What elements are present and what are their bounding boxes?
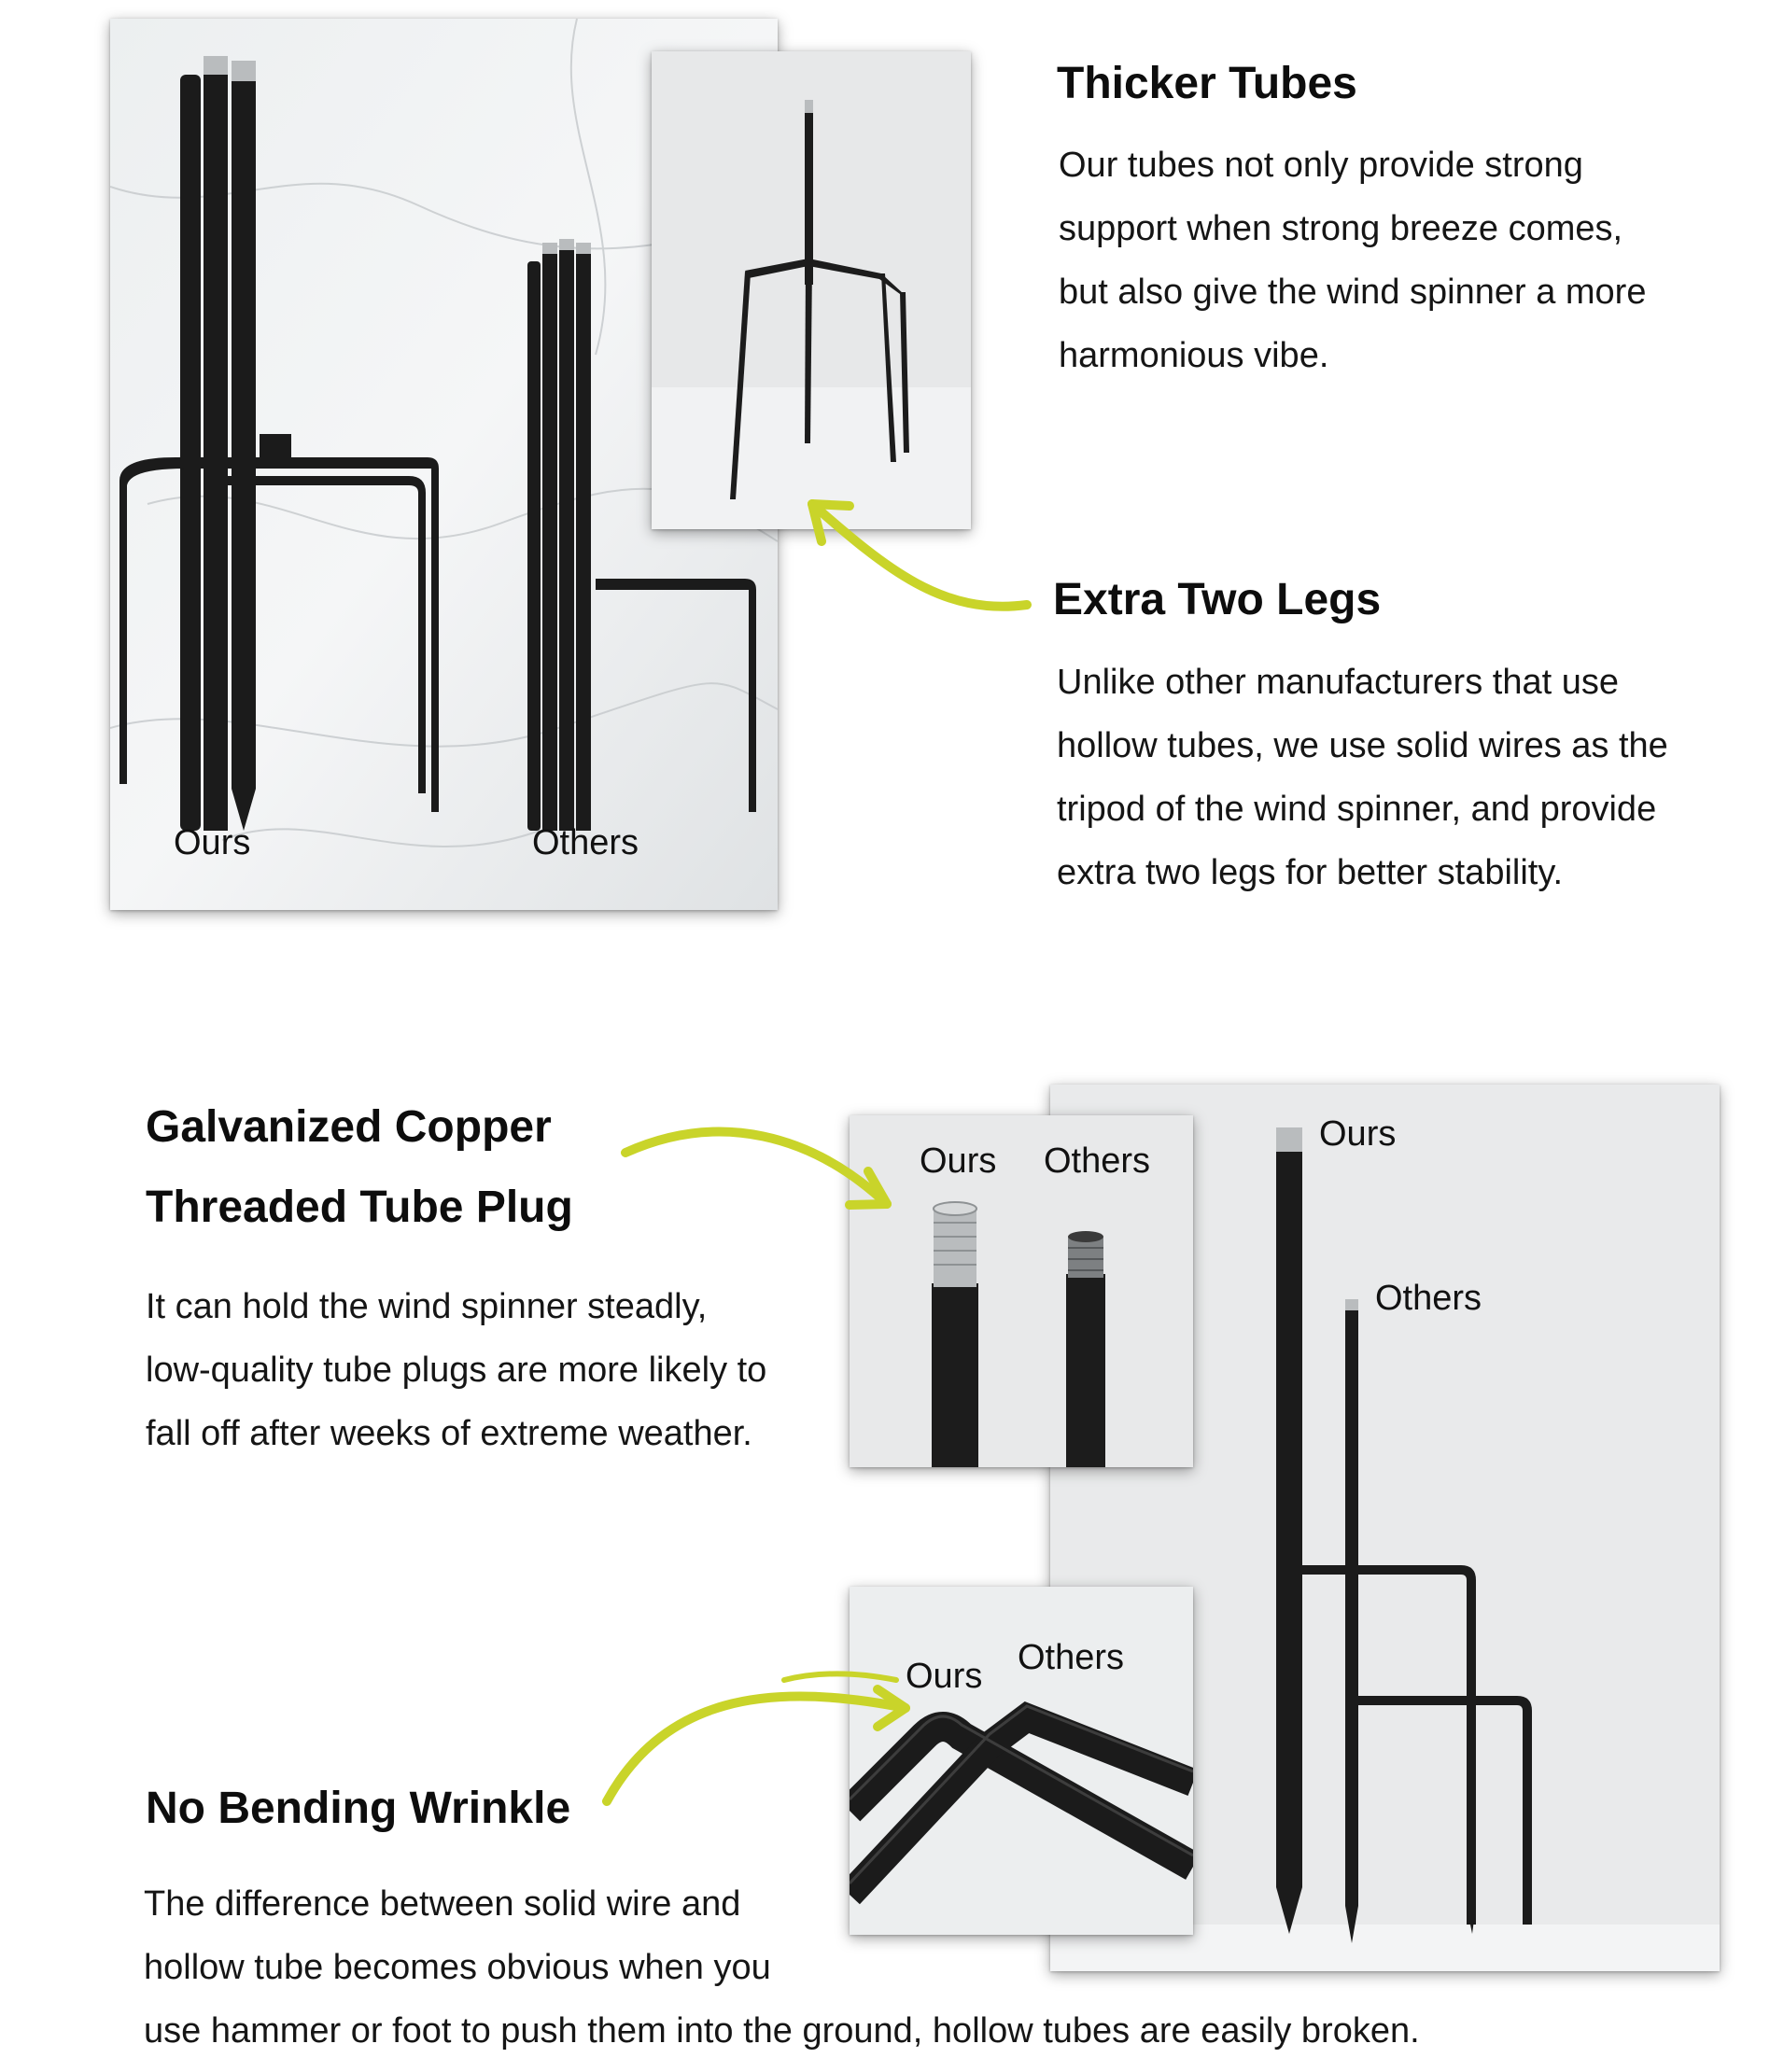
- others-label: Others: [532, 823, 639, 862]
- ours-label: Ours: [1319, 1114, 1397, 1154]
- no-bending-wrinkle-description: [144, 1872, 1420, 2063]
- description-line: hollow tubes, we use solid wires as the: [1057, 726, 1668, 765]
- others-label: Others: [1044, 1141, 1151, 1181]
- arrow-to-bend-icon: [597, 1652, 915, 1820]
- description-line: support when strong breeze comes,: [1059, 209, 1623, 248]
- arrow-to-plug-icon: [616, 1115, 896, 1227]
- thicker-tubes-description: [1059, 133, 1646, 387]
- description-line: tripod of the wind spinner, and provide: [1057, 790, 1657, 829]
- description-line: extra two legs for better stability.: [1057, 853, 1564, 892]
- four-leg-stake-photo: [652, 51, 971, 529]
- description-line: harmonious vibe.: [1059, 336, 1329, 375]
- description-line: Our tubes not only provide strong: [1059, 146, 1583, 185]
- description-line: but also give the wind spinner a more: [1059, 273, 1647, 312]
- description-line: fall off after weeks of extreme weather.: [146, 1414, 752, 1453]
- arrow-to-stake-icon: [766, 485, 1036, 625]
- tube-plug-title-line1: Galvanized Copper: [146, 1102, 552, 1152]
- description-line: low-quality tube plugs are more likely to: [146, 1351, 767, 1390]
- extra-two-legs-description: [1057, 651, 1668, 904]
- description-line: hollow tube becomes obvious when you: [144, 1948, 771, 1987]
- tube-plug-description: [146, 1275, 766, 1465]
- others-label: Others: [1018, 1638, 1125, 1677]
- ours-label: Ours: [920, 1141, 997, 1181]
- others-label: Others: [1375, 1279, 1482, 1318]
- description-line: use hammer or foot to push them into the ground, hollow tubes are easily broken.: [144, 2011, 1420, 2051]
- thicker-tubes-title: Thicker Tubes: [1057, 59, 1357, 108]
- description-line: The difference between solid wire and: [144, 1884, 741, 1924]
- description-line: It can hold the wind spinner steadly,: [146, 1287, 708, 1326]
- threaded-plug-photo: [850, 1115, 1193, 1467]
- ours-label: Ours: [906, 1657, 983, 1696]
- ours-label: Ours: [174, 823, 251, 862]
- extra-two-legs-title: Extra Two Legs: [1053, 575, 1382, 624]
- no-bending-wrinkle-title: No Bending Wrinkle: [146, 1784, 571, 1833]
- tube-plug-title-line2: Threaded Tube Plug: [146, 1183, 573, 1232]
- description-line: Unlike other manufacturers that use: [1057, 663, 1619, 702]
